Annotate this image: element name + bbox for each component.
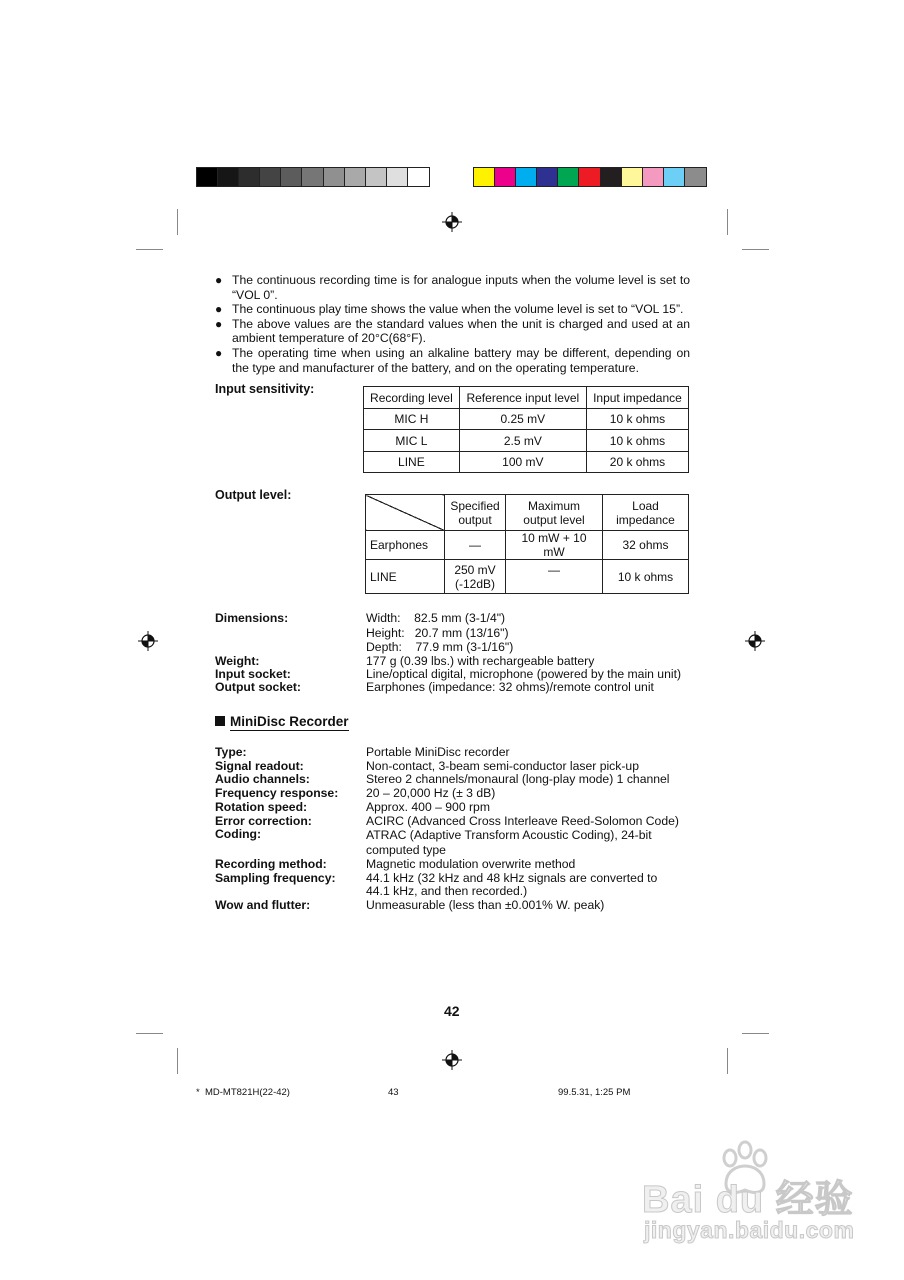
color-swatch: [664, 168, 685, 186]
color-swatch: [579, 168, 600, 186]
spec-value: Magnetic modulation overwrite method: [366, 857, 576, 872]
table-header-cell: Input impedance: [586, 387, 688, 409]
spec-key: Audio channels:: [215, 772, 310, 787]
crop-mark: [136, 1033, 163, 1034]
spec-value: Height: 20.7 mm (13/16"): [366, 625, 509, 640]
spec-row: [215, 858, 696, 872]
spec-row: [215, 681, 696, 694]
table-row: [364, 430, 689, 452]
spec-key: Dimensions:: [215, 611, 289, 625]
table-header-cell: Specified output: [445, 495, 506, 531]
crop-mark: [727, 1048, 728, 1074]
gray-swatch: [197, 168, 218, 186]
spec-row: [215, 828, 696, 858]
spec-key: Weight:: [215, 653, 260, 668]
spec-value: ATRAC (Adaptive Transform Acoustic Coding), 24-bit computed type: [366, 828, 652, 858]
spec-value: Stereo 2 channels/monaural (long-play mode) 1 channel: [366, 772, 670, 787]
registration-mark-icon: [442, 212, 462, 232]
table-header-cell: Maximum output level: [506, 495, 603, 531]
spec-row: [215, 787, 696, 801]
table-cell: 2.5 mV: [459, 430, 586, 452]
gray-swatch: [324, 168, 345, 186]
table-cell: 100 mV: [459, 452, 586, 473]
input-sensitivity-table: [363, 386, 689, 473]
footer-left: * MD-MT821H(22-42): [196, 1087, 290, 1098]
color-swatch: [685, 168, 706, 186]
color-swatch: [495, 168, 516, 186]
table-cell: 32 ohms: [603, 531, 689, 560]
table-row: [366, 560, 689, 594]
table-cell: LINE: [364, 452, 460, 473]
spec-row: [215, 899, 696, 913]
spec-value: Line/optical digital, microphone (powered by the main unit): [366, 666, 682, 681]
spec-row: [215, 872, 696, 899]
table-cell: —: [445, 531, 506, 560]
gray-swatch: [302, 168, 323, 186]
output-level-label: Output level:: [215, 488, 292, 502]
table-header-cell: Load impedance: [603, 495, 689, 531]
spec-key: Sampling frequency:: [215, 870, 336, 885]
spec-key: Signal readout:: [215, 758, 304, 773]
table-cell: —: [506, 560, 603, 594]
table-cell: 250 mV (-12dB): [445, 560, 506, 594]
gray-swatch: [281, 168, 302, 186]
gray-swatch: [260, 168, 281, 186]
notes-list: [215, 273, 690, 375]
table-cell: MIC L: [364, 430, 460, 452]
gray-swatch: [239, 168, 260, 186]
table-row: [366, 531, 689, 560]
color-swatch: [622, 168, 643, 186]
note-item: ● The continuous play time shows the value when the volume level is set to “VOL 15”.: [215, 302, 690, 317]
registration-mark-icon: [442, 1050, 462, 1070]
spec-row: [215, 626, 696, 641]
crop-mark: [177, 209, 178, 235]
color-swatch: [643, 168, 664, 186]
recorder-specs: [215, 746, 696, 913]
table-cell: 0.25 mV: [459, 409, 586, 430]
section-heading-text: MiniDisc Recorder: [230, 714, 349, 729]
section-heading: [215, 714, 349, 729]
table-cell: LINE: [366, 560, 445, 594]
spec-value: 20 – 20,000 Hz (± 3 dB): [366, 786, 496, 801]
diagonal-cell: [366, 495, 445, 531]
color-swatch: [516, 168, 537, 186]
color-swatch: [601, 168, 622, 186]
table-cell: 10 k ohms: [603, 560, 689, 594]
crop-mark: [742, 249, 769, 250]
spec-value: 177 g (0.39 lbs.) with rechargeable battery: [366, 653, 595, 668]
watermark-brand: Bai du 经验: [642, 1179, 854, 1221]
spec-key: [215, 640, 366, 655]
table-header-cell: Recording level: [364, 387, 460, 409]
output-level-table: [365, 494, 689, 594]
spec-row: [215, 801, 696, 815]
table-header-row: [366, 495, 689, 531]
grayscale-calibration-bar: [196, 167, 430, 187]
spec-row: [215, 611, 696, 626]
crop-mark: [727, 209, 728, 235]
spec-key: Input socket:: [215, 666, 291, 681]
spec-value: Non-contact, 3-beam semi-conductor laser pick-up: [366, 758, 639, 773]
gray-swatch: [345, 168, 366, 186]
table-cell: MIC H: [364, 409, 460, 430]
table-row: [364, 409, 689, 430]
spec-row: [215, 760, 696, 774]
spec-row: [215, 655, 696, 668]
gray-swatch: [218, 168, 239, 186]
spec-key: Error correction:: [215, 813, 312, 828]
table-cell: 10 k ohms: [586, 409, 688, 430]
square-bullet-icon: [215, 716, 225, 726]
spec-key: Coding:: [215, 827, 262, 842]
spec-value: Depth: 77.9 mm (3-1/16"): [366, 640, 514, 655]
spec-row: [215, 746, 696, 760]
color-calibration-bar: [473, 167, 707, 187]
color-swatch: [537, 168, 558, 186]
spec-key: Wow and flutter:: [215, 897, 311, 912]
crop-mark: [742, 1033, 769, 1034]
footer-center: 43: [388, 1087, 399, 1098]
table-header-cell: Reference input level: [459, 387, 586, 409]
color-swatch: [558, 168, 579, 186]
table-cell: 10 k ohms: [586, 430, 688, 452]
table-cell: Earphones: [366, 531, 445, 560]
gray-swatch: [366, 168, 387, 186]
note-item: ● The continuous recording time is for analogue inputs when the volume level is set to “VOL 0”.: [215, 273, 690, 302]
spec-value: Portable MiniDisc recorder: [366, 745, 510, 759]
spec-value: 44.1 kHz (32 kHz and 48 kHz signals are converted to 44.1 kHz, and then recorded.): [366, 870, 658, 899]
footer-right: 99.5.31, 1:25 PM: [558, 1087, 631, 1098]
crop-mark: [136, 249, 163, 250]
input-sensitivity-label: Input sensitivity:: [215, 382, 315, 396]
page-number: 42: [444, 1003, 460, 1019]
spec-key: Rotation speed:: [215, 799, 308, 814]
note-item: ● The above values are the standard values when the unit is charged and used at an ambient temperature of 20°C(68°F).: [215, 317, 690, 346]
table-row: [364, 452, 689, 473]
registration-mark-icon: [138, 631, 158, 651]
spec-key: Type:: [215, 745, 247, 759]
note-item: ● The operating time when using an alkaline battery may be different, depending on the type and manufacturer of the battery, and on the operating temperature.: [215, 346, 690, 375]
spec-value: Earphones (impedance: 32 ohms)/remote control unit: [366, 680, 654, 695]
crop-mark: [177, 1048, 178, 1074]
spec-value: Width: 82.5 mm (3-1/4"): [366, 611, 506, 625]
spec-row: [215, 640, 696, 655]
gray-swatch: [387, 168, 408, 186]
gray-swatch: [408, 168, 429, 186]
spec-key: [215, 626, 366, 641]
spec-value: ACIRC (Advanced Cross Interleave Reed-Solomon Code): [366, 813, 679, 828]
table-cell: 20 k ohms: [586, 452, 688, 473]
spec-row: [215, 773, 696, 787]
spec-key: Frequency response:: [215, 786, 339, 801]
table-header-row: [364, 387, 689, 409]
color-swatch: [474, 168, 495, 186]
spec-value: Unmeasurable (less than ±0.001% W. peak): [366, 897, 605, 912]
table-cell: 10 mW + 10 mW: [506, 531, 603, 560]
general-specs: [215, 611, 696, 694]
spec-row: [215, 815, 696, 829]
spec-key: Recording method:: [215, 857, 327, 872]
registration-mark-icon: [745, 631, 765, 651]
watermark-url: jingyan.baidu.com: [644, 1217, 855, 1243]
spec-value: Approx. 400 – 900 rpm: [366, 799, 490, 814]
spec-key: Output socket:: [215, 680, 301, 695]
